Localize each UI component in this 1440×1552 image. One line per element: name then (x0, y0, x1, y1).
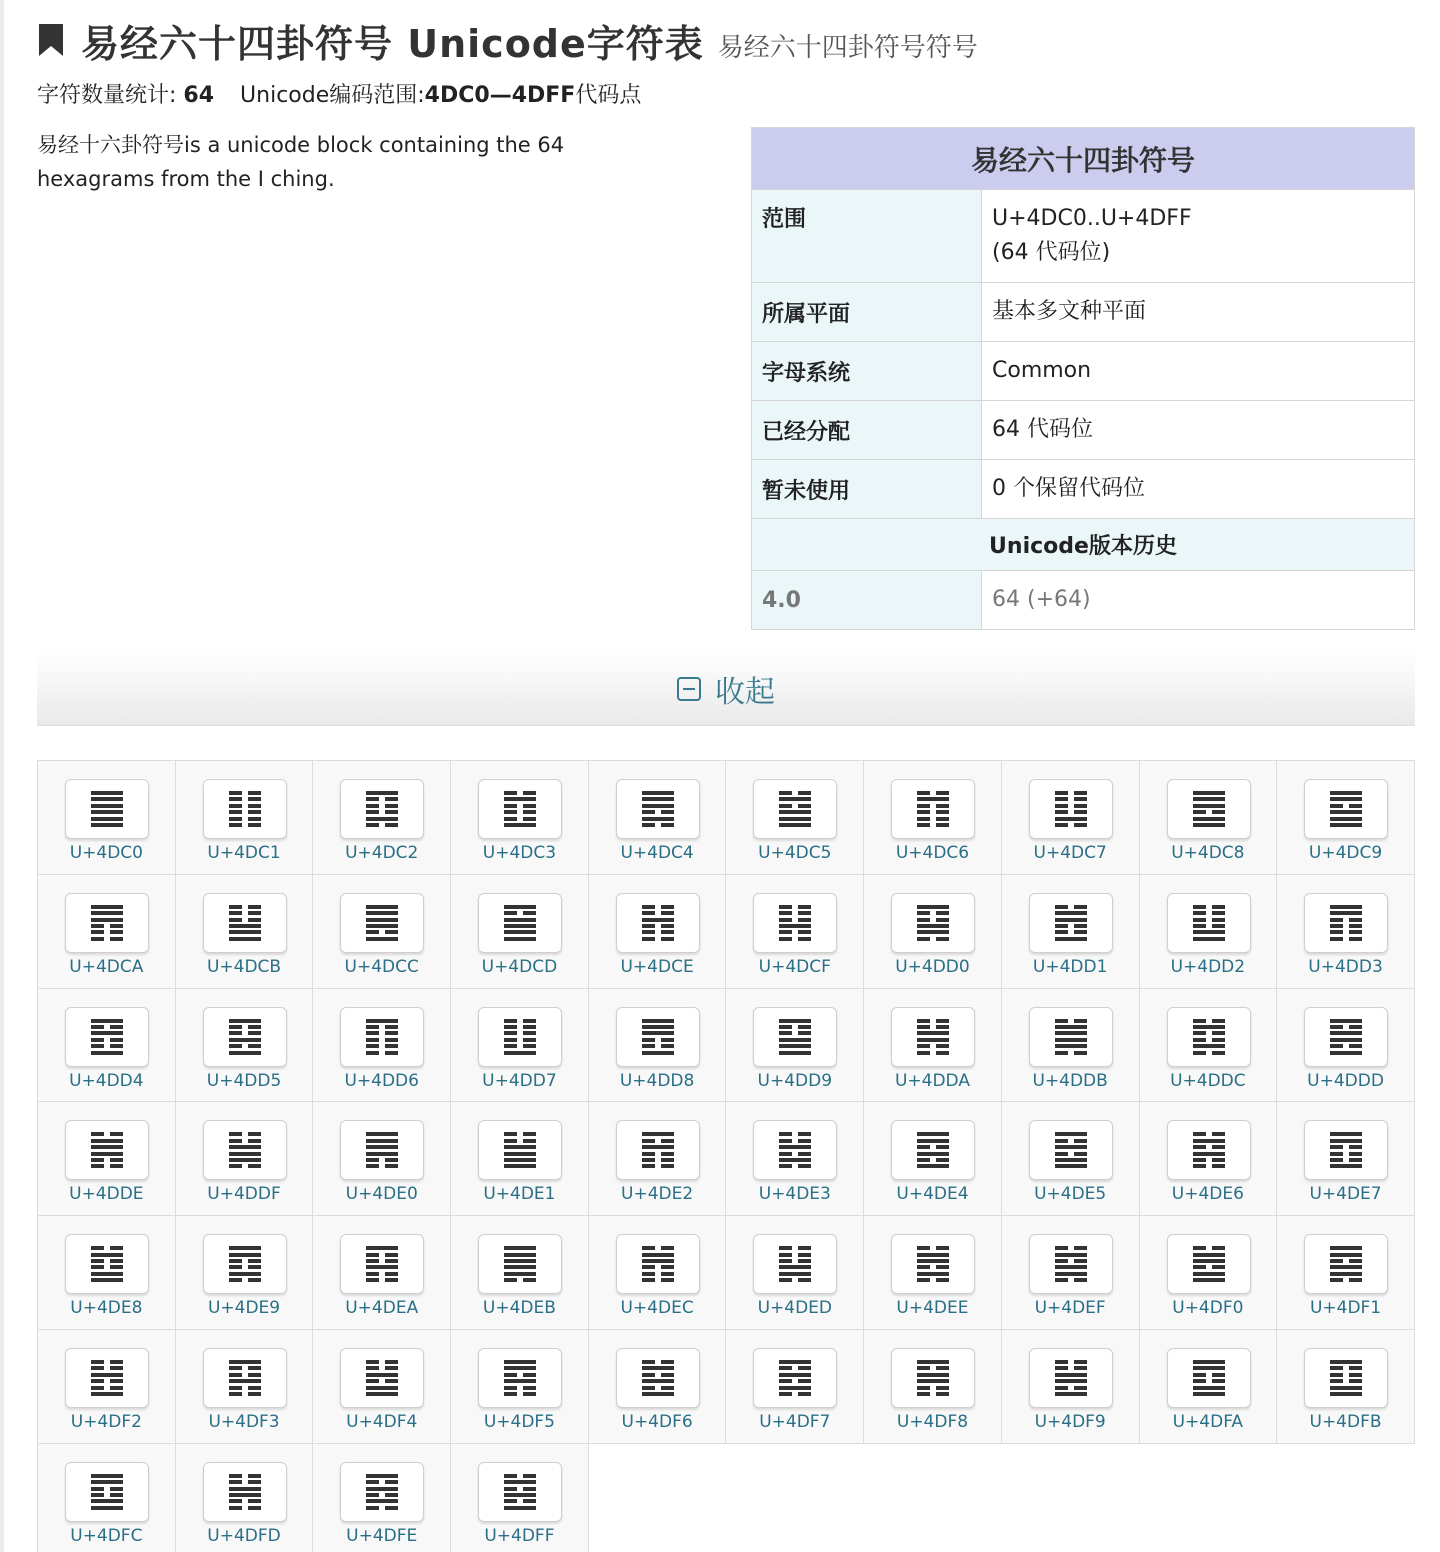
char-tile[interactable] (340, 1348, 424, 1408)
char-cell[interactable] (1140, 1216, 1278, 1330)
char-code-label[interactable]: U+4DD1 (1032, 956, 1108, 977)
range-line1: U+4DC0..U+4DFF (992, 206, 1192, 231)
infobox-value: 64 代码位 (992, 417, 1093, 442)
char-code-label[interactable]: U+4DD7 (482, 1070, 557, 1091)
char-cell[interactable] (1277, 1216, 1415, 1330)
char-code-label[interactable]: U+4DC2 (345, 843, 419, 863)
char-tile[interactable] (1029, 779, 1113, 839)
char-code-label[interactable]: U+4DF2 (70, 1411, 142, 1432)
char-tile[interactable] (478, 1348, 562, 1408)
hexagram-glyph-icon (366, 791, 398, 827)
char-grid-inner (38, 761, 1415, 1552)
char-cell[interactable] (176, 989, 314, 1103)
char-cell[interactable] (38, 1330, 176, 1444)
char-code-label[interactable]: U+4DCB (206, 956, 282, 977)
char-code-label[interactable]: U+4DF0 (1172, 1298, 1244, 1319)
char-cell[interactable] (1140, 1102, 1278, 1216)
char-code-label[interactable]: U+4DC6 (895, 843, 970, 863)
char-code-label[interactable]: U+4DE9 (207, 1298, 281, 1319)
char-tile[interactable] (1304, 1120, 1388, 1180)
char-tile[interactable] (891, 779, 975, 839)
char-tile[interactable] (1029, 893, 1113, 953)
char-code-label[interactable]: U+4DD9 (757, 1070, 833, 1091)
char-code-label[interactable]: U+4DE8 (70, 1298, 143, 1319)
char-cell[interactable] (176, 761, 314, 875)
page-title: 易经六十四卦符号 Unicode字符表 (81, 21, 704, 66)
hexagram-glyph-icon (366, 1132, 398, 1168)
char-cell[interactable] (176, 1330, 314, 1444)
char-cell[interactable] (451, 1102, 589, 1216)
char-tile[interactable] (1167, 893, 1251, 953)
char-code-label[interactable]: U+4DD4 (69, 1070, 144, 1091)
char-tile[interactable] (478, 893, 562, 953)
char-tile[interactable] (1029, 1007, 1113, 1067)
char-tile[interactable] (891, 1348, 975, 1408)
char-code-label[interactable]: U+4DD2 (1170, 956, 1246, 977)
char-tile[interactable] (65, 893, 149, 953)
char-grid (37, 760, 1415, 1552)
hexagram-glyph-icon (917, 1360, 949, 1396)
char-code-label[interactable]: U+4DCF (758, 956, 831, 977)
char-tile[interactable] (616, 1120, 700, 1180)
char-code-label[interactable]: U+4DE5 (1034, 1184, 1107, 1205)
range-line2: (64 代码位) (992, 240, 1111, 265)
char-tile[interactable] (1167, 779, 1251, 839)
hexagram-glyph-icon (779, 1246, 811, 1282)
char-cell[interactable] (589, 875, 727, 989)
hexagram-glyph-icon (1055, 791, 1087, 827)
char-tile[interactable] (753, 893, 837, 953)
char-code-label[interactable]: U+4DCD (481, 956, 558, 977)
history-title: Unicode版本历史 (752, 519, 1414, 571)
char-tile[interactable] (1167, 1007, 1251, 1067)
hexagram-glyph-icon (504, 1360, 536, 1396)
char-cell[interactable] (1002, 761, 1140, 875)
char-code-label[interactable]: U+4DEB (482, 1298, 556, 1319)
infobox-value: 0 个保留代码位 (992, 476, 1145, 501)
char-code-label[interactable]: U+4DF4 (346, 1411, 418, 1432)
char-cell[interactable] (176, 1102, 314, 1216)
char-code-label[interactable]: U+4DFE (346, 1525, 418, 1546)
char-cell[interactable] (1002, 1216, 1140, 1330)
hexagram-glyph-icon (642, 1132, 674, 1168)
char-code-label[interactable]: U+4DEA (345, 1298, 419, 1319)
hexagram-glyph-icon (1193, 905, 1225, 941)
infobox-row-unused (752, 460, 1414, 519)
char-cell[interactable] (1277, 989, 1415, 1103)
char-code-label[interactable]: U+4DE0 (345, 1184, 418, 1205)
char-code-label[interactable]: U+4DFF (484, 1525, 555, 1546)
hexagram-glyph-icon (91, 1360, 123, 1396)
char-cell[interactable] (1277, 1102, 1415, 1216)
char-cell[interactable] (1277, 1330, 1415, 1444)
char-code-label[interactable]: U+4DF5 (483, 1411, 555, 1432)
block-description: 易经十六卦符号is a unicode block containing the 64 hexagrams from the I ching. (37, 133, 565, 191)
hexagram-glyph-icon (504, 1474, 536, 1510)
range-value: 4DC0—4DFF (424, 83, 576, 108)
char-code-label[interactable]: U+4DD6 (344, 1070, 419, 1091)
char-tile[interactable] (65, 1462, 149, 1522)
char-tile[interactable] (616, 779, 700, 839)
char-cell[interactable] (1002, 1330, 1140, 1444)
char-cell[interactable] (864, 761, 1002, 875)
char-cell[interactable] (589, 1216, 727, 1330)
infobox-row-plane (752, 283, 1414, 342)
char-code-label[interactable]: U+4DD3 (1308, 956, 1383, 977)
char-cell[interactable] (451, 761, 589, 875)
infobox-label: 范围 (752, 190, 982, 282)
char-tile[interactable] (65, 779, 149, 839)
char-cell[interactable] (38, 989, 176, 1103)
char-tile[interactable] (753, 1234, 837, 1294)
char-tile[interactable] (616, 1007, 700, 1067)
char-tile[interactable] (1304, 1348, 1388, 1408)
left-edge-bar (0, 0, 4, 1552)
char-code-label[interactable]: U+4DDA (894, 1070, 970, 1091)
char-tile[interactable] (1304, 1234, 1388, 1294)
char-tile[interactable] (340, 1462, 424, 1522)
char-code-label[interactable]: U+4DE1 (483, 1184, 556, 1205)
char-code-label[interactable]: U+4DDD (1307, 1070, 1384, 1091)
hexagram-glyph-icon (1055, 1019, 1087, 1055)
infobox-label: 已经分配 (752, 401, 982, 459)
char-tile[interactable] (616, 1234, 700, 1294)
char-code-label[interactable]: U+4DE3 (758, 1184, 831, 1205)
char-tile[interactable] (203, 893, 287, 953)
char-code-label[interactable]: U+4DFD (207, 1525, 281, 1546)
hexagram-glyph-icon (91, 1246, 123, 1282)
char-cell[interactable] (38, 761, 176, 875)
hexagram-glyph-icon (366, 905, 398, 941)
char-tile[interactable] (203, 1234, 287, 1294)
char-cell[interactable] (864, 875, 1002, 989)
char-cell[interactable] (451, 1330, 589, 1444)
char-tile[interactable] (1029, 1120, 1113, 1180)
char-tile[interactable] (478, 1007, 562, 1067)
history-value: 64 (+64) (992, 587, 1091, 612)
infobox-label: 暂未使用 (752, 460, 982, 518)
char-code-label[interactable]: U+4DCC (344, 956, 419, 977)
char-cell[interactable] (589, 1102, 727, 1216)
hexagram-glyph-icon (1193, 1019, 1225, 1055)
hexagram-glyph-icon (779, 791, 811, 827)
hexagram-glyph-icon (917, 791, 949, 827)
char-tile[interactable] (1304, 893, 1388, 953)
char-cell[interactable] (726, 1216, 864, 1330)
char-cell[interactable] (1002, 1102, 1140, 1216)
char-code-label[interactable]: U+4DFC (70, 1525, 143, 1546)
hexagram-glyph-icon (779, 1019, 811, 1055)
infobox-value (982, 190, 1414, 282)
hexagram-glyph-icon (779, 905, 811, 941)
char-tile[interactable] (478, 1234, 562, 1294)
char-code-label[interactable]: U+4DD5 (206, 1070, 282, 1091)
char-cell[interactable] (38, 875, 176, 989)
char-tile[interactable] (753, 779, 837, 839)
char-tile[interactable] (891, 1007, 975, 1067)
hexagram-glyph-icon (1330, 1132, 1362, 1168)
infobox-row-assigned (752, 401, 1414, 460)
char-tile[interactable] (340, 893, 424, 953)
hexagram-glyph-icon (504, 791, 536, 827)
char-tile[interactable] (478, 779, 562, 839)
char-cell[interactable] (451, 1216, 589, 1330)
hexagram-glyph-icon (917, 1132, 949, 1168)
char-cell[interactable] (313, 1102, 451, 1216)
char-tile[interactable] (891, 1120, 975, 1180)
hexagram-glyph-icon (1193, 1360, 1225, 1396)
char-code-label[interactable]: U+4DCE (620, 956, 694, 977)
char-tile[interactable] (203, 779, 287, 839)
page-title-row (37, 12, 978, 68)
hexagram-glyph-icon (366, 1246, 398, 1282)
hexagram-glyph-icon (229, 1132, 261, 1168)
char-tile[interactable] (478, 1462, 562, 1522)
hexagram-glyph-icon (1055, 1132, 1087, 1168)
char-cell[interactable] (1002, 989, 1140, 1103)
char-cell[interactable] (1140, 1330, 1278, 1444)
hexagram-glyph-icon (642, 1019, 674, 1055)
hexagram-glyph-icon (1193, 1132, 1225, 1168)
hexagram-glyph-icon (917, 1019, 949, 1055)
hexagram-glyph-icon (91, 1132, 123, 1168)
char-tile[interactable] (340, 1007, 424, 1067)
char-code-label[interactable]: U+4DCA (69, 956, 144, 977)
hexagram-glyph-icon (779, 1132, 811, 1168)
hexagram-glyph-icon (1055, 905, 1087, 941)
collapse-toggle-button[interactable] (37, 652, 1415, 726)
char-code-label[interactable]: U+4DEC (620, 1298, 694, 1319)
infobox (751, 127, 1415, 630)
char-tile[interactable] (65, 1007, 149, 1067)
char-tile[interactable] (203, 1348, 287, 1408)
char-tile[interactable] (65, 1348, 149, 1408)
char-code-label[interactable]: U+4DC5 (758, 843, 832, 863)
hexagram-glyph-icon (504, 905, 536, 941)
infobox-label: 所属平面 (752, 283, 982, 341)
char-cell[interactable] (451, 875, 589, 989)
char-code-label[interactable]: U+4DC9 (1308, 843, 1383, 863)
hexagram-glyph-icon (1330, 905, 1362, 941)
char-cell[interactable] (176, 1444, 314, 1552)
char-cell[interactable] (313, 761, 451, 875)
char-code-label[interactable]: U+4DF3 (208, 1411, 280, 1432)
char-code-label[interactable]: U+4DF7 (759, 1411, 831, 1432)
infobox-label: 字母系统 (752, 342, 982, 400)
char-tile[interactable] (616, 1348, 700, 1408)
char-tile[interactable] (65, 1120, 149, 1180)
char-cell[interactable] (1140, 989, 1278, 1103)
char-code-label[interactable]: U+4DE7 (1309, 1184, 1382, 1205)
hexagram-glyph-icon (917, 1246, 949, 1282)
hexagram-glyph-icon (917, 905, 949, 941)
char-code-label[interactable]: U+4DDE (69, 1184, 144, 1205)
hexagram-glyph-icon (504, 1132, 536, 1168)
char-tile[interactable] (340, 1234, 424, 1294)
hexagram-glyph-icon (229, 1246, 261, 1282)
char-code-label[interactable]: U+4DDC (1170, 1070, 1246, 1091)
hexagram-glyph-icon (1193, 1246, 1225, 1282)
hexagram-glyph-icon (366, 1019, 398, 1055)
char-tile[interactable] (203, 1120, 287, 1180)
char-code-label[interactable]: U+4DC3 (482, 843, 557, 863)
char-cell[interactable] (313, 1330, 451, 1444)
char-cell[interactable] (313, 989, 451, 1103)
hexagram-glyph-icon (642, 905, 674, 941)
char-tile[interactable] (891, 1234, 975, 1294)
hexagram-glyph-icon (366, 1474, 398, 1510)
char-cell[interactable] (1277, 761, 1415, 875)
hexagram-glyph-icon (229, 1360, 261, 1396)
char-code-label[interactable]: U+4DEE (896, 1298, 969, 1319)
range-label: Unicode编码范围: (240, 83, 425, 108)
hexagram-glyph-icon (642, 791, 674, 827)
char-code-label[interactable]: U+4DFB (1309, 1411, 1382, 1432)
char-cell[interactable] (726, 1330, 864, 1444)
char-tile[interactable] (340, 1120, 424, 1180)
char-code-label[interactable]: U+4DC7 (1033, 843, 1107, 863)
char-code-label[interactable]: U+4DDB (1032, 1070, 1108, 1091)
char-code-label[interactable]: U+4DC0 (69, 843, 143, 863)
page-subtitle: 易经六十四卦符号符号 (717, 32, 978, 63)
char-code-label[interactable]: U+4DF6 (621, 1411, 693, 1432)
char-code-label[interactable]: U+4DC1 (207, 843, 281, 863)
infobox-value: 基本多文种平面 (992, 299, 1147, 324)
hexagram-glyph-icon (779, 1360, 811, 1396)
char-code-label[interactable]: U+4DF1 (1309, 1298, 1382, 1319)
char-cell[interactable] (38, 1102, 176, 1216)
hexagram-glyph-icon (91, 1474, 123, 1510)
hexagram-glyph-icon (1330, 1019, 1362, 1055)
char-tile[interactable] (1167, 1234, 1251, 1294)
char-cell[interactable] (726, 1102, 864, 1216)
stats-label: 字符数量统计: (37, 83, 184, 108)
char-tile[interactable] (1167, 1348, 1251, 1408)
hexagram-glyph-icon (91, 905, 123, 941)
bookmark-icon (37, 22, 65, 58)
char-cell[interactable] (589, 761, 727, 875)
char-tile[interactable] (340, 779, 424, 839)
char-tile[interactable] (1304, 1007, 1388, 1067)
char-tile[interactable] (891, 893, 975, 953)
hexagram-glyph-icon (1330, 791, 1362, 827)
hexagram-glyph-icon (229, 905, 261, 941)
stats-line (37, 78, 641, 109)
history-version: 4.0 (752, 571, 982, 629)
char-tile[interactable] (65, 1234, 149, 1294)
char-tile[interactable] (203, 1462, 287, 1522)
char-cell[interactable] (589, 1330, 727, 1444)
infobox-value: Common (992, 358, 1092, 383)
stats-count: 64 (183, 83, 215, 108)
char-cell[interactable] (726, 989, 864, 1103)
collapse-label: 收起 (715, 674, 775, 710)
hexagram-glyph-icon (1330, 1246, 1362, 1282)
char-code-label[interactable]: U+4DE4 (896, 1184, 969, 1205)
char-cell[interactable] (313, 875, 451, 989)
char-cell[interactable] (38, 1444, 176, 1552)
char-cell[interactable] (451, 1444, 589, 1552)
infobox-row-history (752, 571, 1414, 629)
char-code-label[interactable]: U+4DC8 (1171, 843, 1245, 863)
char-code-label[interactable]: U+4DC4 (620, 843, 694, 863)
hexagram-glyph-icon (1055, 1246, 1087, 1282)
hexagram-glyph-icon (229, 1474, 261, 1510)
char-code-label[interactable]: U+4DE6 (1171, 1184, 1244, 1205)
hexagram-glyph-icon (91, 1019, 123, 1055)
char-tile[interactable] (1167, 1120, 1251, 1180)
char-tile[interactable] (753, 1348, 837, 1408)
char-cell[interactable] (451, 989, 589, 1103)
char-tile[interactable] (753, 1007, 837, 1067)
hexagram-glyph-icon (91, 791, 123, 827)
hexagram-glyph-icon (642, 1246, 674, 1282)
hexagram-glyph-icon (1330, 1360, 1362, 1396)
hexagram-glyph-icon (229, 1019, 261, 1055)
char-cell[interactable] (1277, 875, 1415, 989)
char-cell[interactable] (313, 1444, 451, 1552)
char-cell[interactable] (864, 1102, 1002, 1216)
char-cell[interactable] (589, 989, 727, 1103)
char-cell[interactable] (1140, 875, 1278, 989)
char-code-label[interactable]: U+4DEF (1034, 1298, 1106, 1319)
char-cell[interactable] (726, 761, 864, 875)
hexagram-glyph-icon (229, 791, 261, 827)
hexagram-glyph-icon (504, 1019, 536, 1055)
char-cell[interactable] (864, 989, 1002, 1103)
char-tile[interactable] (1029, 1348, 1113, 1408)
char-cell[interactable] (176, 1216, 314, 1330)
char-cell[interactable] (1140, 761, 1278, 875)
char-code-label[interactable]: U+4DE2 (621, 1184, 694, 1205)
char-cell[interactable] (38, 1216, 176, 1330)
collapse-icon (677, 677, 701, 701)
char-cell[interactable] (313, 1216, 451, 1330)
char-tile[interactable] (1029, 1234, 1113, 1294)
char-code-label[interactable]: U+4DD0 (895, 956, 970, 977)
char-code-label[interactable]: U+4DF8 (896, 1411, 969, 1432)
char-cell[interactable] (864, 1216, 1002, 1330)
infobox-row-script (752, 342, 1414, 401)
char-cell[interactable] (176, 875, 314, 989)
hexagram-glyph-icon (1055, 1360, 1087, 1396)
char-code-label[interactable]: U+4DD8 (619, 1070, 695, 1091)
char-code-label[interactable]: U+4DDF (207, 1184, 281, 1205)
infobox-row-range (752, 190, 1414, 283)
char-cell[interactable] (1002, 875, 1140, 989)
char-code-label[interactable]: U+4DFA (1172, 1411, 1244, 1432)
hexagram-glyph-icon (642, 1360, 674, 1396)
char-tile[interactable] (203, 1007, 287, 1067)
char-tile[interactable] (616, 893, 700, 953)
hexagram-glyph-icon (366, 1360, 398, 1396)
char-cell[interactable] (864, 1330, 1002, 1444)
char-tile[interactable] (1304, 779, 1388, 839)
char-tile[interactable] (478, 1120, 562, 1180)
char-code-label[interactable]: U+4DF9 (1034, 1411, 1106, 1432)
hexagram-glyph-icon (1193, 791, 1225, 827)
char-cell[interactable] (726, 875, 864, 989)
infobox-title: 易经六十四卦符号 (752, 128, 1414, 190)
hexagram-glyph-icon (504, 1246, 536, 1282)
char-tile[interactable] (753, 1120, 837, 1180)
range-suffix: 代码点 (575, 83, 642, 108)
char-code-label[interactable]: U+4DED (757, 1298, 832, 1319)
